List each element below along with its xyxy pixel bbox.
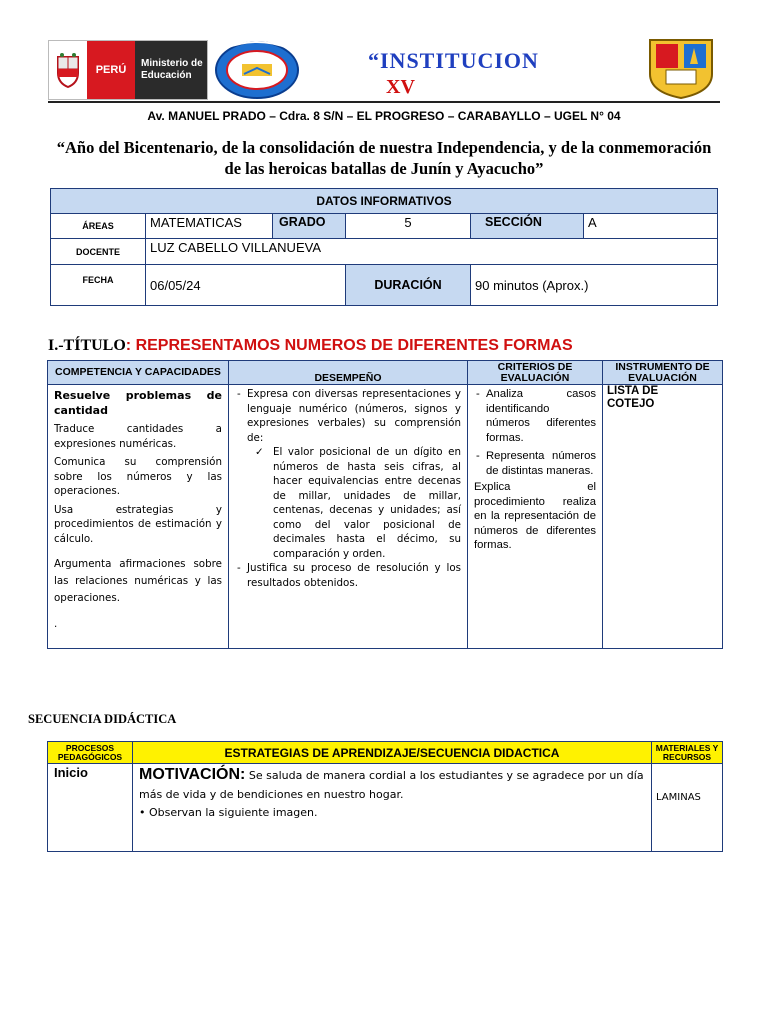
bullet-item [139, 806, 645, 819]
grado-value: 5 [346, 214, 471, 239]
datos-heading: DATOS INFORMATIVOS [51, 189, 718, 214]
motivacion-label: MOTIVACIÓN: [139, 766, 246, 783]
institution-subtitle: XV [386, 76, 415, 98]
capacidad-item: Argumenta afirmaciones sobre las relaciones numéricas y las operaciones. [54, 558, 222, 604]
seccion-value: A [584, 214, 718, 239]
desempeno-check-text: El valor posicional de un dígito en números de hasta seis cifras, al hacer equivalencias entre decenas de millar, unidades de millar, centenas, decenas y unidades; así como del valor posicional de decimales hasta el décimo, su comparación y orden. [273, 446, 461, 560]
peru-label: PERÚ [87, 41, 135, 99]
criterios-cell [468, 385, 603, 649]
criterio-extra: Explica el procedimiento realiza en la representación de números de diferentes formas. [474, 481, 596, 551]
header-materiales: MATERIALES Y RECURSOS [652, 742, 723, 764]
secuencia-title: SECUENCIA DIDÁCTICA [28, 712, 177, 726]
capacidad-item: Usa estrategias y procedimientos de estimación y cálculo. [54, 503, 222, 545]
areas-label: ÁREAS [51, 214, 146, 239]
inicio-label: Inicio [48, 764, 133, 852]
fecha-value: 06/05/24 [146, 265, 346, 306]
header-desempeno: DESEMPEÑO [229, 361, 468, 385]
header-instrumento: INSTRUMENTO DE EVALUACIÓN [603, 361, 723, 385]
desempeno-final: - Justifica su proceso de resolución y los resultados obtenidos. [247, 561, 461, 590]
datos-informativos-table [50, 188, 718, 306]
header-estrategias: ESTRATEGIAS DE APRENDIZAJE/SECUENCIA DIDACTICA [133, 742, 652, 764]
title-text: : REPRESENTAMOS NUMEROS DE DIFERENTES FORMAS [125, 337, 573, 354]
desempeno-check-item [235, 445, 461, 561]
bullet-text: Observan la siguiente imagen. [149, 806, 318, 819]
capacidad-item: Comunica su comprensión sobre los números y las operaciones. [54, 456, 222, 497]
year-name: “Año del Bicentenario, de la consolidación de nuestra Independencia, y de la conmemoración de las heroicas batallas de Junín y Ayacucho” [56, 138, 712, 178]
instrumento-cell [603, 385, 723, 649]
criterio-item: - Representa números de distintas maneras. [486, 449, 596, 478]
ministry-logo [48, 40, 208, 100]
instrumento-value: LISTA DE COTEJO [607, 385, 659, 410]
peru-shield-icon [49, 41, 87, 99]
estrategia-cell [133, 764, 652, 852]
ministry-label: Ministerio de Educación [135, 41, 207, 99]
institution-title: “INSTITUCION [368, 48, 539, 73]
competencia-cell [48, 385, 229, 649]
criterio-item: - Analiza casos identificando números diferentes formas. [486, 387, 596, 445]
materiales-value: LAMINAS [652, 764, 723, 852]
capacidad-item: Traduce cantidades a expresiones numéricas. [54, 423, 222, 450]
docente-label: DOCENTE [51, 239, 146, 265]
header-competencia: COMPETENCIA Y CAPACIDADES [48, 361, 229, 385]
school-crest-icon [646, 36, 716, 100]
competencia-name: Resuelve problemas de cantidad [54, 389, 222, 417]
areas-value: MATEMATICAS [146, 214, 273, 239]
header-divider [48, 101, 720, 103]
trailing-dot: . [54, 618, 58, 630]
docente-value: LUZ CABELLO VILLANUEVA [146, 239, 718, 265]
grado-label: GRADO [273, 214, 346, 239]
header-criterios: CRITERIOS DE EVALUACIÓN [468, 361, 603, 385]
secuencia-table [47, 741, 723, 852]
title-prefix: I.-TÍTULO [48, 337, 126, 354]
ugel-seal-icon [214, 40, 300, 100]
session-title [48, 337, 573, 355]
desempeno-intro: - Expresa con diversas representaciones y lenguaje numérico (números, signos y expresiones verbales) su comprensión de: [247, 387, 461, 445]
duracion-value: 90 minutos (Aprox.) [471, 265, 718, 306]
duracion-label: DURACIÓN [346, 265, 471, 306]
header-procesos: PROCESOS PEDAGÓGICOS [48, 742, 133, 764]
motivacion-text: Se saluda de manera cordial a los estudiantes y se agradece por un día más de vida y de bendiciones en nuestro hogar. [139, 769, 644, 801]
fecha-label: FECHA [51, 265, 146, 306]
seccion-label: SECCIÓN [471, 214, 584, 239]
checkmark-icon: ✓ [255, 446, 264, 458]
bullet-icon: • [139, 806, 146, 819]
school-address: Av. MANUEL PRADO – Cdra. 8 S/N – EL PROGRESO – CARABAYLLO – UGEL N° 04 [147, 109, 621, 123]
competencias-table [47, 360, 723, 649]
desempeno-cell [229, 385, 468, 649]
